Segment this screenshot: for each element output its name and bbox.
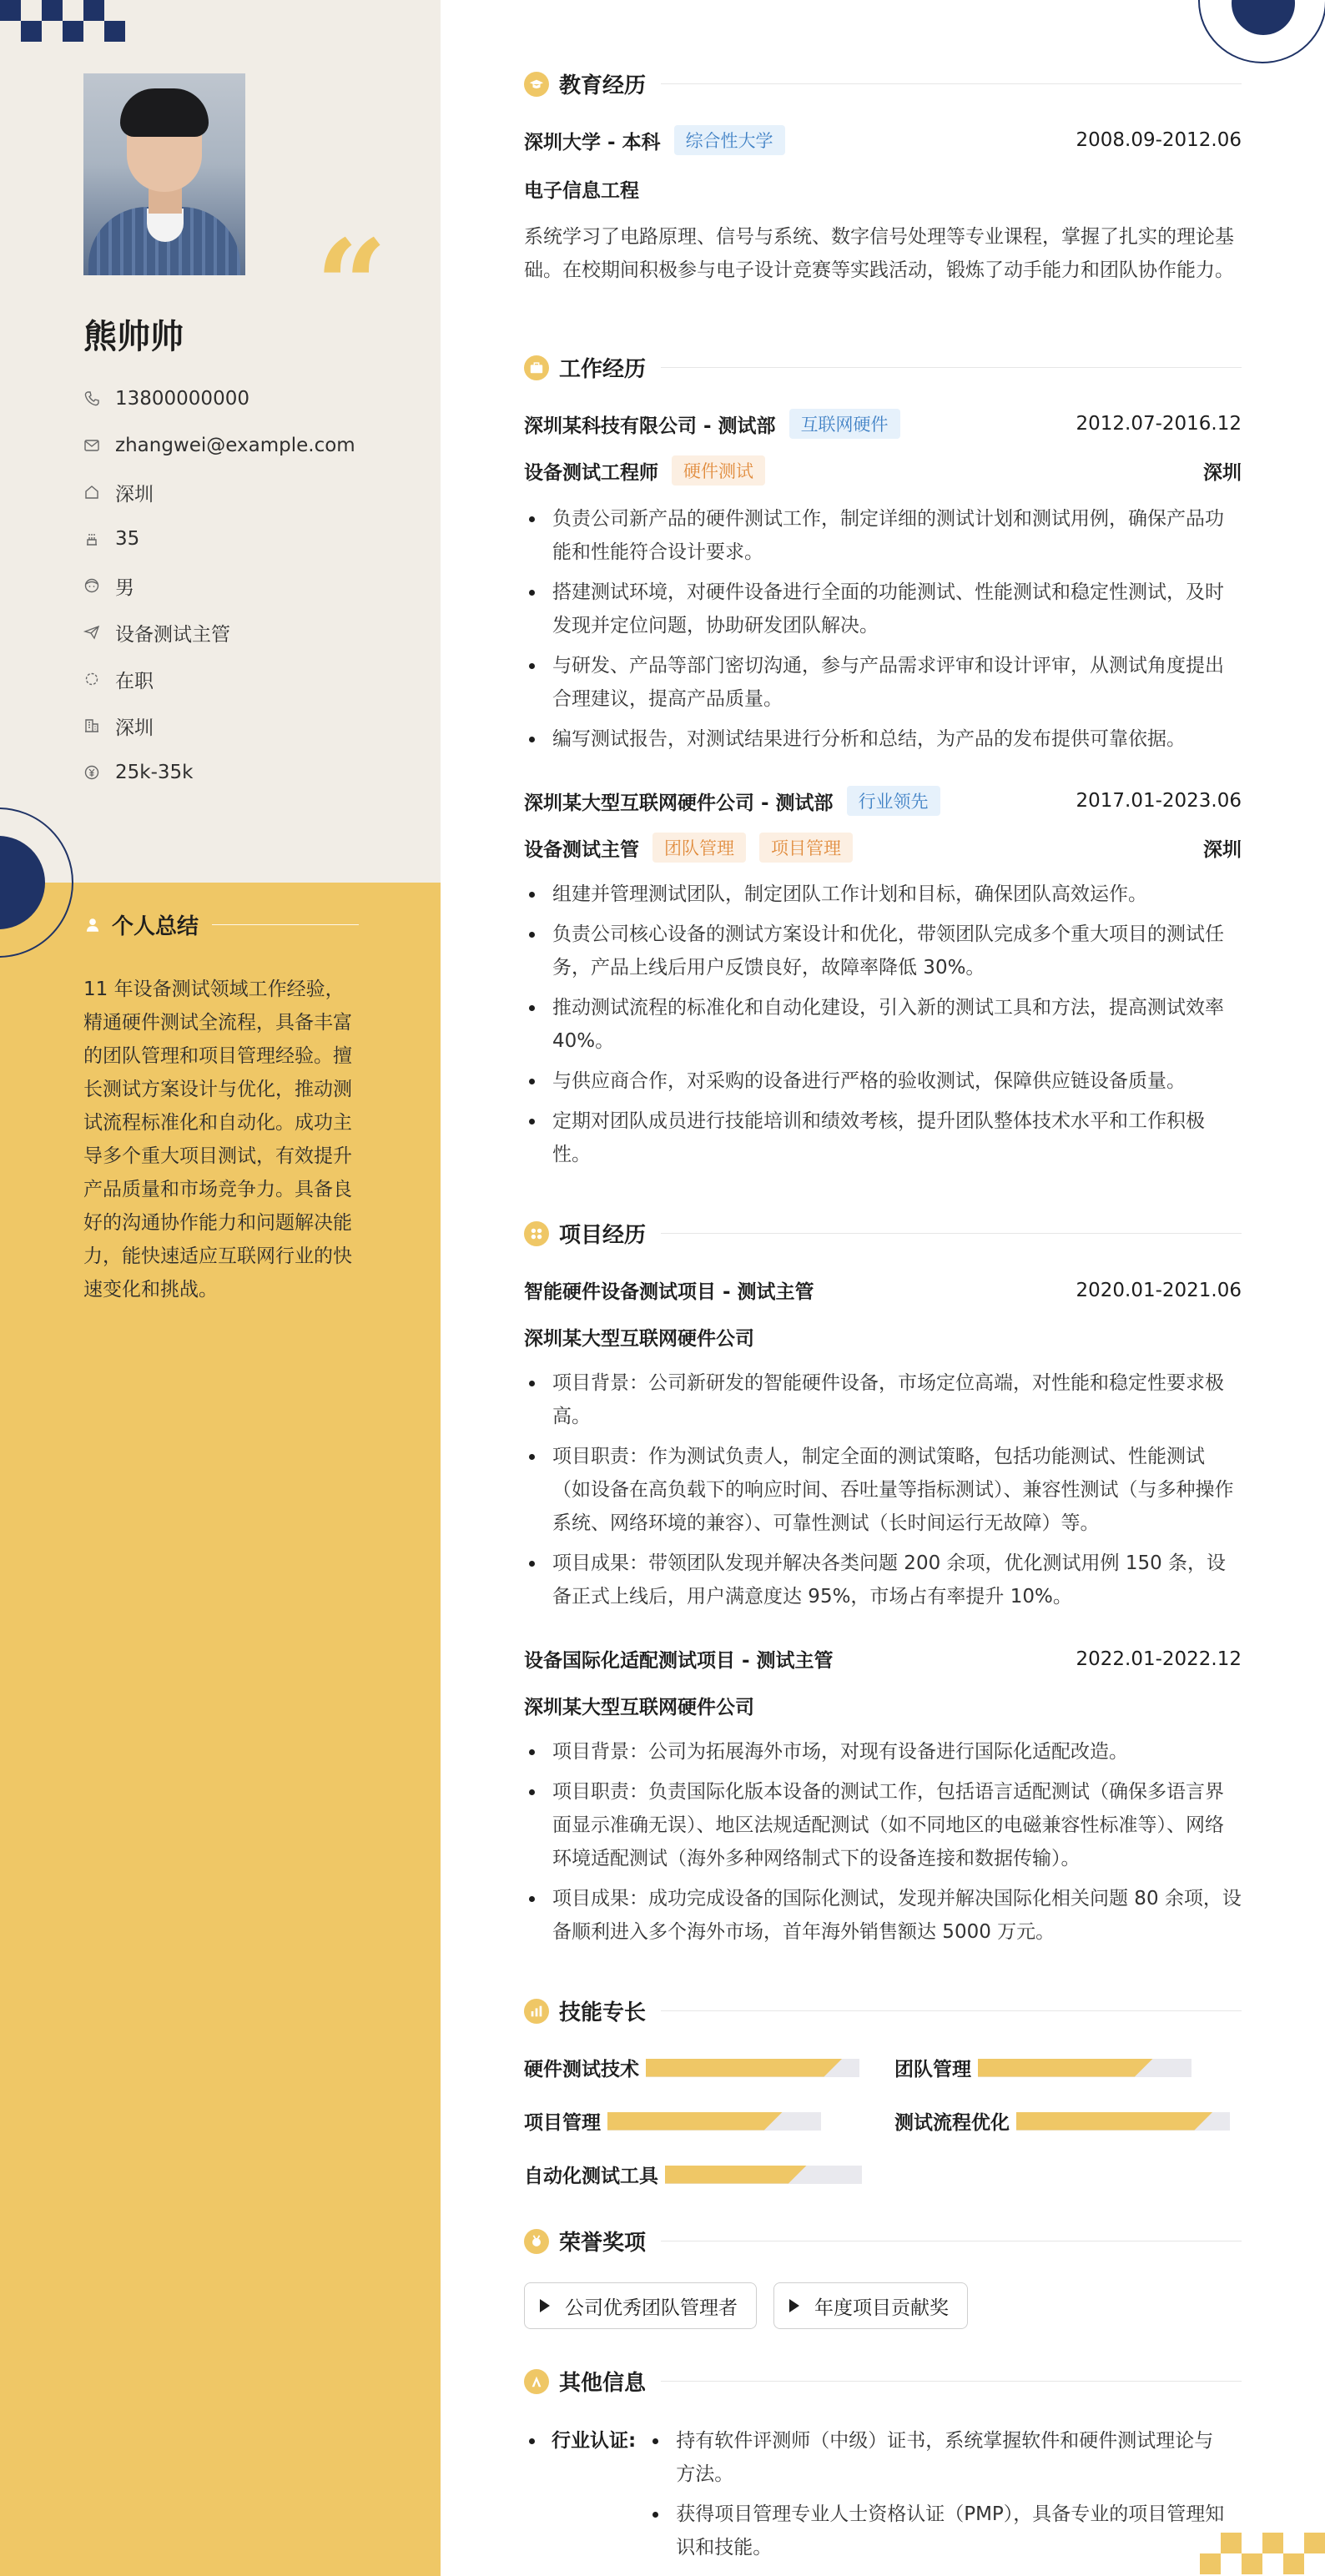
school-tag: 综合性大学 — [674, 125, 785, 155]
quote-mark-icon: “ — [315, 213, 388, 360]
list-item: 项目职责：负责国际化版本设备的测试工作，包括语言适配测试（确保多语言界面显示准确无误）、地区法规适配测试（如不同地区的电磁兼容性标准等）、网络环境适配测试（海外多种网络制式下的设备连接和数据传输）。 — [524, 1775, 1242, 1875]
avatar — [83, 73, 245, 275]
divider — [212, 924, 359, 925]
user-icon — [83, 916, 102, 934]
other-header — [524, 2366, 1242, 2397]
project-company: 深圳某大型互联网硬件公司 — [524, 1697, 754, 1718]
project-name: 设备国际化适配测试项目 - 测试主管 — [524, 1650, 834, 1672]
skill-item — [894, 2054, 1191, 2081]
medal-icon — [524, 2229, 549, 2254]
skill-bar — [607, 2112, 821, 2131]
job-row — [524, 409, 1242, 439]
play-icon — [789, 2299, 799, 2312]
skill-item — [524, 2161, 862, 2188]
major: 电子信息工程 — [524, 180, 639, 202]
list-item: 获得项目管理专业人士资格认证（PMP），具备专业的项目管理知识和技能。 — [647, 2498, 1232, 2564]
skill-bar-fill — [607, 2112, 783, 2131]
skill-name: 硬件测试技术 — [524, 2059, 639, 2080]
list-item: 负责公司核心设备的测试方案设计和优化，带领团队完成多个重大项目的测试任务，产品上线后用户反馈良好，故障率降低 30%。 — [524, 918, 1242, 984]
major-row — [524, 175, 1242, 203]
skill-bar — [646, 2059, 859, 2077]
job-city: 深圳 — [1203, 838, 1242, 861]
contact-text: 在职 — [115, 670, 154, 692]
position-tag: 硬件测试 — [672, 455, 765, 486]
section-title: 教育经历 — [559, 73, 647, 98]
divider — [661, 367, 1242, 368]
section-title: 荣誉奖项 — [559, 2231, 647, 2256]
contact-text: 35 — [115, 528, 140, 550]
contact-email — [83, 422, 355, 469]
list-item: 与研发、产品等部门密切沟通，参与产品需求评审和设计评审，从测试角度提出合理建议，提高产品质量。 — [524, 649, 1242, 716]
job-duties — [524, 502, 1242, 762]
project-date: 2022.01-2022.12 — [1076, 1648, 1242, 1670]
status-icon — [83, 671, 100, 687]
project-date: 2020.01-2021.06 — [1076, 1279, 1242, 1301]
divider — [661, 2010, 1242, 2011]
position: 设备测试工程师 — [524, 461, 658, 484]
project-company: 深圳某大型互联网硬件公司 — [524, 1328, 754, 1350]
contact-text: 深圳 — [115, 717, 154, 739]
job-date: 2017.01-2023.06 — [1076, 790, 1242, 812]
skill-item — [524, 2107, 821, 2135]
award-label: 公司优秀团队管理者 — [565, 2297, 738, 2319]
list-item: 组建并管理测试团队，制定团队工作计划和目标，确保团队高效运作。 — [524, 878, 1242, 911]
contact-text: zhangwei@example.com — [115, 435, 355, 456]
list-item: 编写测试报告，对测试结果进行分析和总结，为产品的发布提供可靠依据。 — [524, 722, 1242, 756]
skill-bar-fill — [665, 2166, 807, 2184]
award-badge — [773, 2282, 968, 2329]
building-icon — [83, 717, 100, 734]
send-icon — [83, 624, 100, 641]
award-label: 年度项目贡献奖 — [814, 2297, 949, 2319]
skill-name: 团队管理 — [894, 2059, 971, 2080]
summary-text: 11 年设备测试领域工作经验，精通硬件测试全流程，具备丰富的团队管理和项目管理经验。擅长测试方案设计与优化，推动测试流程标准化和自动化。成功主导多个重大项目测试，有效提升产品质量和市场竞争力。具备良好的沟通协作能力和问题解决能力，能快速适应互联网行业的快速变化和挑战。 — [83, 979, 352, 1301]
grid-icon — [524, 1221, 549, 1246]
list-item: 持有软件评测师（中级）证书，系统掌握软件和硬件测试理论与方法。 — [647, 2424, 1232, 2491]
award-list — [524, 2282, 985, 2329]
play-icon — [540, 2299, 550, 2312]
contact-location — [83, 469, 355, 516]
contact-list — [83, 375, 355, 796]
list-item: 搭建测试环境，对硬件设备进行全面的功能测试、性能测试和稳定性测试，及时发现并定位问题，协助研发团队解决。 — [524, 576, 1242, 642]
projects-header — [524, 1218, 1242, 1249]
age-icon — [83, 531, 100, 547]
section-title: 工作经历 — [559, 357, 647, 382]
award-badge — [524, 2282, 757, 2329]
job-duties — [524, 878, 1242, 1178]
other-info — [524, 2424, 1242, 2571]
bullet — [529, 2438, 535, 2444]
section-title: 项目经历 — [559, 1223, 647, 1248]
section-title: 技能专长 — [559, 2000, 647, 2025]
contact-age — [83, 516, 355, 562]
list-item: 项目成果：成功完成设备的国际化测试，发现并解决国际化相关问题 80 余项，设备顺利进入多个海外市场，首年海外销售额达 5000 万元。 — [524, 1882, 1242, 1949]
awards-header — [524, 2226, 1242, 2257]
contact-gender — [83, 562, 355, 609]
company-name: 深圳某大型互联网硬件公司 - 测试部 — [524, 792, 834, 814]
certification-list — [647, 2424, 1232, 2571]
list-item: 项目背景：公司新研发的智能硬件设备，市场定位高端，对性能和稳定性要求极高。 — [524, 1366, 1242, 1433]
list-item: 项目背景：公司为拓展海外市场，对现有设备进行国际化适配改造。 — [524, 1735, 1242, 1768]
skill-bar — [1016, 2112, 1230, 2131]
contact-text: 13800000000 — [115, 388, 249, 410]
phone-icon — [83, 390, 100, 407]
salary-icon — [83, 764, 100, 781]
education-row — [524, 125, 1242, 155]
skill-name: 项目管理 — [524, 2112, 601, 2134]
home-icon — [83, 484, 100, 501]
position-tag: 团队管理 — [652, 833, 746, 863]
contact-text: 设备测试主管 — [115, 623, 230, 646]
company-name: 深圳某科技有限公司 - 测试部 — [524, 415, 776, 437]
list-item: 负责公司新产品的硬件测试工作，制定详细的测试计划和测试用例，确保产品功能和性能符合设计要求。 — [524, 502, 1242, 569]
skill-name: 测试流程优化 — [894, 2112, 1010, 2134]
school-name: 深圳大学 - 本科 — [524, 131, 661, 153]
contact-city — [83, 702, 355, 749]
job-date: 2012.07-2016.12 — [1076, 413, 1242, 435]
other-key: 行业认证: — [552, 2430, 637, 2452]
section-title: 个人总结 — [112, 914, 199, 939]
project-company-row — [524, 1692, 1242, 1719]
list-item: 与供应商合作，对采购的设备进行严格的验收测试，保障供应链设备质量。 — [524, 1064, 1242, 1098]
education-header — [524, 68, 1242, 99]
job-row — [524, 786, 1242, 816]
contact-text: 男 — [115, 576, 134, 599]
work-header — [524, 352, 1242, 383]
list-item: 项目职责：作为测试负责人，制定全面的测试策略，包括功能测试、性能测试（如设备在高负载下的响应时间、吞吐量等指标测试）、兼容性测试（与多种操作系统、网络环境的兼容）、可靠性测试（长时间运行无故障）等。 — [524, 1440, 1242, 1540]
contact-salary — [83, 749, 355, 796]
skill-bar-fill — [1016, 2112, 1213, 2131]
chart-icon — [524, 1999, 549, 2024]
project-row — [524, 1645, 1242, 1673]
sidebar — [0, 0, 441, 2576]
contact-text: 25k-35k — [115, 762, 194, 783]
education-date: 2008.09-2012.06 — [1076, 129, 1242, 151]
education-desc: 系统学习了电路原理、信号与系统、数字信号处理等专业课程，掌握了扎实的理论基础。在校期间积极参与电子设计竞赛等实践活动，锻炼了动手能力和团队协作能力。 — [524, 226, 1234, 281]
skills-header — [524, 1995, 1242, 2026]
skill-item — [894, 2107, 1230, 2135]
skill-bar-fill — [978, 2059, 1153, 2077]
skill-bar-fill — [646, 2059, 843, 2077]
skill-item — [524, 2054, 859, 2081]
divider — [661, 2381, 1242, 2382]
summary-header — [83, 909, 359, 940]
contact-status — [83, 656, 355, 702]
contact-position — [83, 609, 355, 656]
project-name: 智能硬件设备测试项目 - 测试主管 — [524, 1281, 814, 1303]
position-tag: 项目管理 — [759, 833, 853, 863]
contact-text: 深圳 — [115, 483, 154, 506]
position: 设备测试主管 — [524, 838, 639, 861]
graduation-cap-icon — [524, 72, 549, 97]
list-item: 推动测试流程的标准化和自动化建设，引入新的测试工具和方法，提高测试效率 40%。 — [524, 991, 1242, 1058]
mail-icon — [83, 437, 100, 454]
gender-icon — [83, 577, 100, 594]
project-details — [524, 1366, 1242, 1620]
divider — [661, 1233, 1242, 1234]
divider — [661, 83, 1242, 84]
list-item: 项目成果：带领团队发现并解决各类问题 200 余项，优化测试用例 150 条，设备正式上线后，用户满意度达 95%，市场占有率提升 10%。 — [524, 1547, 1242, 1613]
position-row — [524, 455, 1242, 486]
company-tag: 互联网硬件 — [789, 409, 900, 439]
position-row — [524, 833, 1242, 863]
section-title: 其他信息 — [559, 2371, 647, 2396]
list-item: 定期对团队成员进行技能培训和绩效考核，提升团队整体技术水平和工作积极性。 — [524, 1104, 1242, 1171]
project-details — [524, 1735, 1242, 1955]
skill-name: 自动化测试工具 — [524, 2166, 658, 2187]
skill-bar — [665, 2166, 862, 2184]
briefcase-icon — [524, 355, 549, 380]
skill-bar — [978, 2059, 1191, 2077]
company-tag: 行业领先 — [847, 786, 940, 816]
contact-phone — [83, 375, 355, 422]
project-row — [524, 1276, 1242, 1304]
project-company-row — [524, 1323, 1242, 1351]
info-icon — [524, 2369, 549, 2394]
candidate-name: 熊帅帅 — [83, 318, 184, 356]
circle-decoration — [1198, 0, 1325, 63]
job-city: 深圳 — [1203, 461, 1242, 484]
